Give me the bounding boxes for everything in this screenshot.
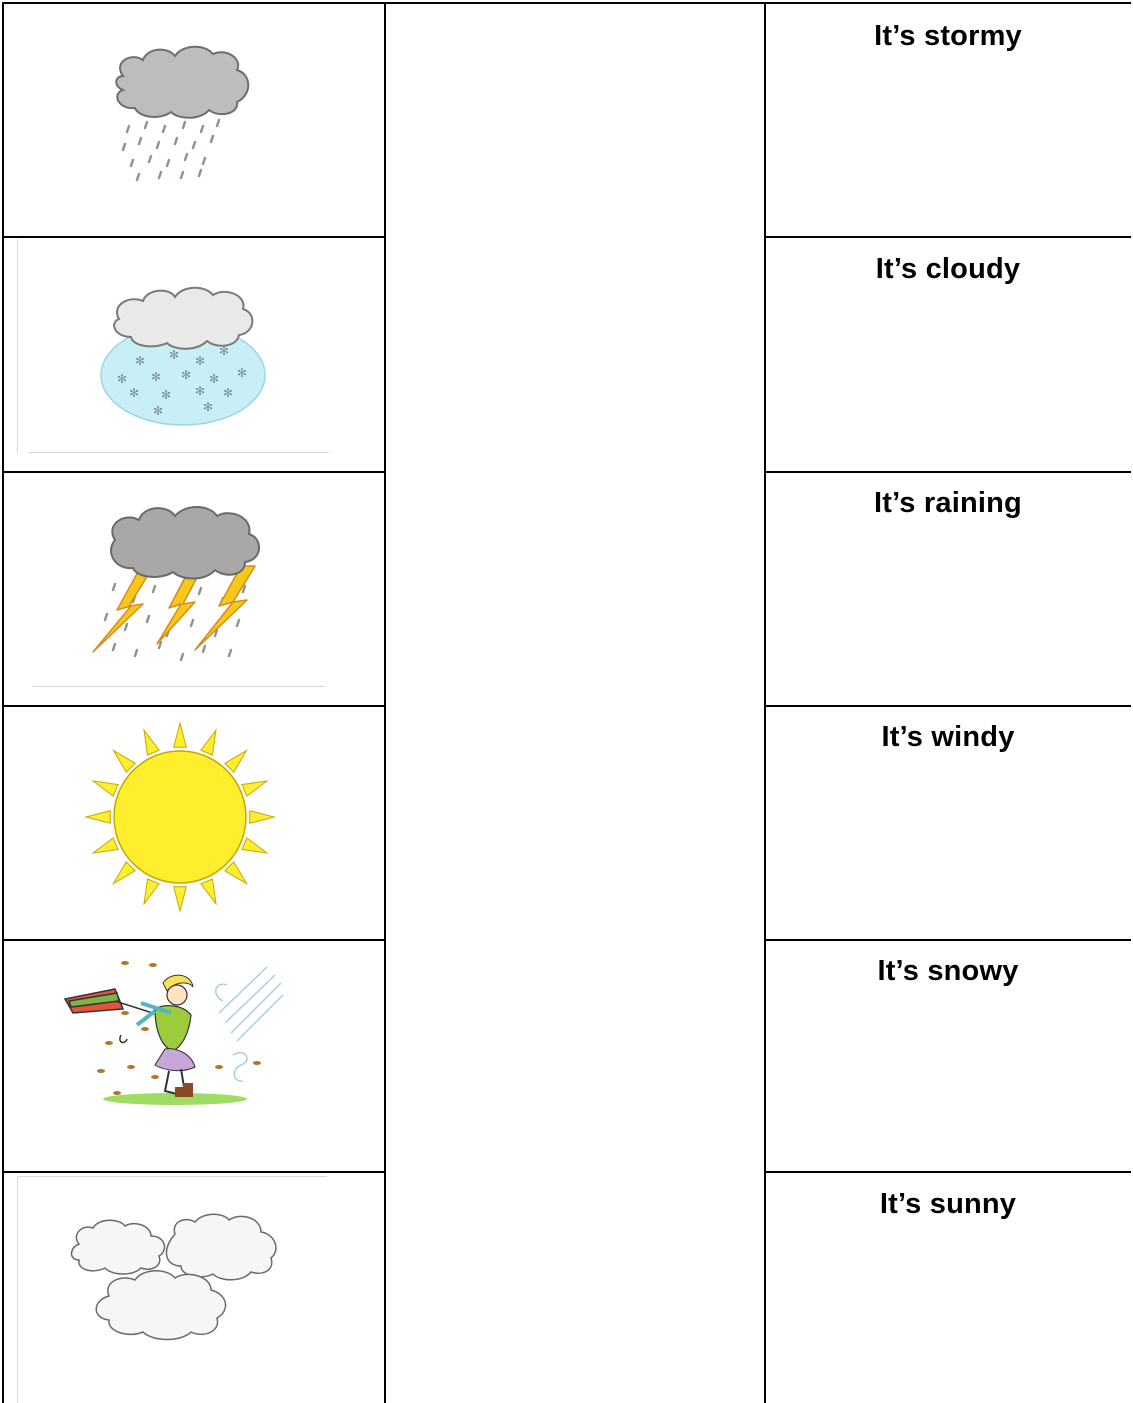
picture-cell-4 bbox=[5, 709, 382, 937]
table-divider-2 bbox=[764, 2, 766, 1403]
sun-ray bbox=[144, 879, 159, 904]
sun-ray bbox=[114, 862, 136, 884]
row-line-4-left bbox=[2, 939, 386, 941]
sun-ray bbox=[93, 781, 118, 796]
sun-ray bbox=[144, 730, 159, 755]
svg-text:✻: ✻ bbox=[209, 372, 220, 386]
svg-text:✻: ✻ bbox=[219, 344, 230, 358]
rain-cloud-icon bbox=[5, 10, 382, 232]
table-left-border bbox=[2, 2, 4, 1403]
table-top-border bbox=[2, 2, 1131, 4]
picture-cell-3 bbox=[5, 474, 382, 702]
svg-text:✻: ✻ bbox=[153, 404, 164, 418]
sun-ray bbox=[225, 751, 247, 773]
picture-frame-bottom bbox=[33, 686, 325, 687]
row-line-1-left bbox=[2, 236, 386, 238]
row-line-5-right bbox=[764, 1171, 1131, 1173]
picture-frame-left bbox=[17, 239, 18, 453]
phrase-label-3: It’s raining bbox=[874, 487, 1022, 519]
picture-cell-1 bbox=[5, 10, 382, 232]
row-line-2-left bbox=[2, 471, 386, 473]
phrase-label-1: It’s stormy bbox=[874, 20, 1022, 52]
row-line-3-right bbox=[764, 705, 1131, 707]
sun-icon bbox=[5, 709, 382, 937]
svg-text:✻: ✻ bbox=[195, 354, 206, 368]
thunderstorm-icon bbox=[5, 474, 382, 702]
svg-text:✻: ✻ bbox=[161, 388, 172, 402]
sun-ray bbox=[201, 730, 216, 755]
sun-ray bbox=[86, 811, 110, 824]
sun-ray bbox=[242, 781, 267, 796]
row-line-1-right bbox=[764, 236, 1131, 238]
picture-frame-top bbox=[17, 1176, 327, 1177]
row-line-3-left bbox=[2, 705, 386, 707]
phrase-label-2: It’s cloudy bbox=[875, 253, 1021, 285]
sun-ray bbox=[174, 887, 187, 911]
sun-ray bbox=[114, 751, 136, 773]
svg-text:✻: ✻ bbox=[169, 348, 180, 362]
sun-ray bbox=[174, 723, 187, 747]
svg-text:✻: ✻ bbox=[223, 386, 234, 400]
picture-cell-5 bbox=[5, 943, 382, 1169]
sun-ray bbox=[93, 838, 118, 853]
svg-text:✻: ✻ bbox=[195, 384, 206, 398]
picture-cell-6 bbox=[5, 1176, 382, 1403]
sun-ray bbox=[250, 811, 274, 824]
sun-ray bbox=[201, 879, 216, 904]
svg-text:✻: ✻ bbox=[237, 366, 248, 380]
windy-girl-umbrella-icon bbox=[5, 943, 382, 1169]
picture-frame-left bbox=[17, 1176, 18, 1403]
phrase-label-6: It’s sunny bbox=[879, 1188, 1017, 1220]
sun-ray bbox=[225, 862, 247, 884]
svg-text:✻: ✻ bbox=[129, 386, 140, 400]
sun-disc bbox=[114, 751, 246, 883]
snow-cloud-icon bbox=[5, 239, 382, 469]
table-divider-1 bbox=[384, 2, 386, 1403]
svg-text:✻: ✻ bbox=[181, 368, 192, 382]
phrase-label-5: It’s snowy bbox=[877, 955, 1019, 987]
picture-cell-2 bbox=[5, 239, 382, 469]
row-line-4-right bbox=[764, 939, 1131, 941]
svg-text:✻: ✻ bbox=[151, 370, 162, 384]
row-line-5-left bbox=[2, 1171, 386, 1173]
clouds-icon bbox=[5, 1176, 382, 1403]
phrase-label-4: It’s windy bbox=[881, 721, 1015, 753]
svg-text:✻: ✻ bbox=[117, 372, 128, 386]
row-line-2-right bbox=[764, 471, 1131, 473]
svg-text:✻: ✻ bbox=[203, 400, 214, 414]
svg-text:✻: ✻ bbox=[135, 354, 146, 368]
picture-frame-bottom bbox=[29, 452, 329, 453]
sun-ray bbox=[242, 838, 267, 853]
